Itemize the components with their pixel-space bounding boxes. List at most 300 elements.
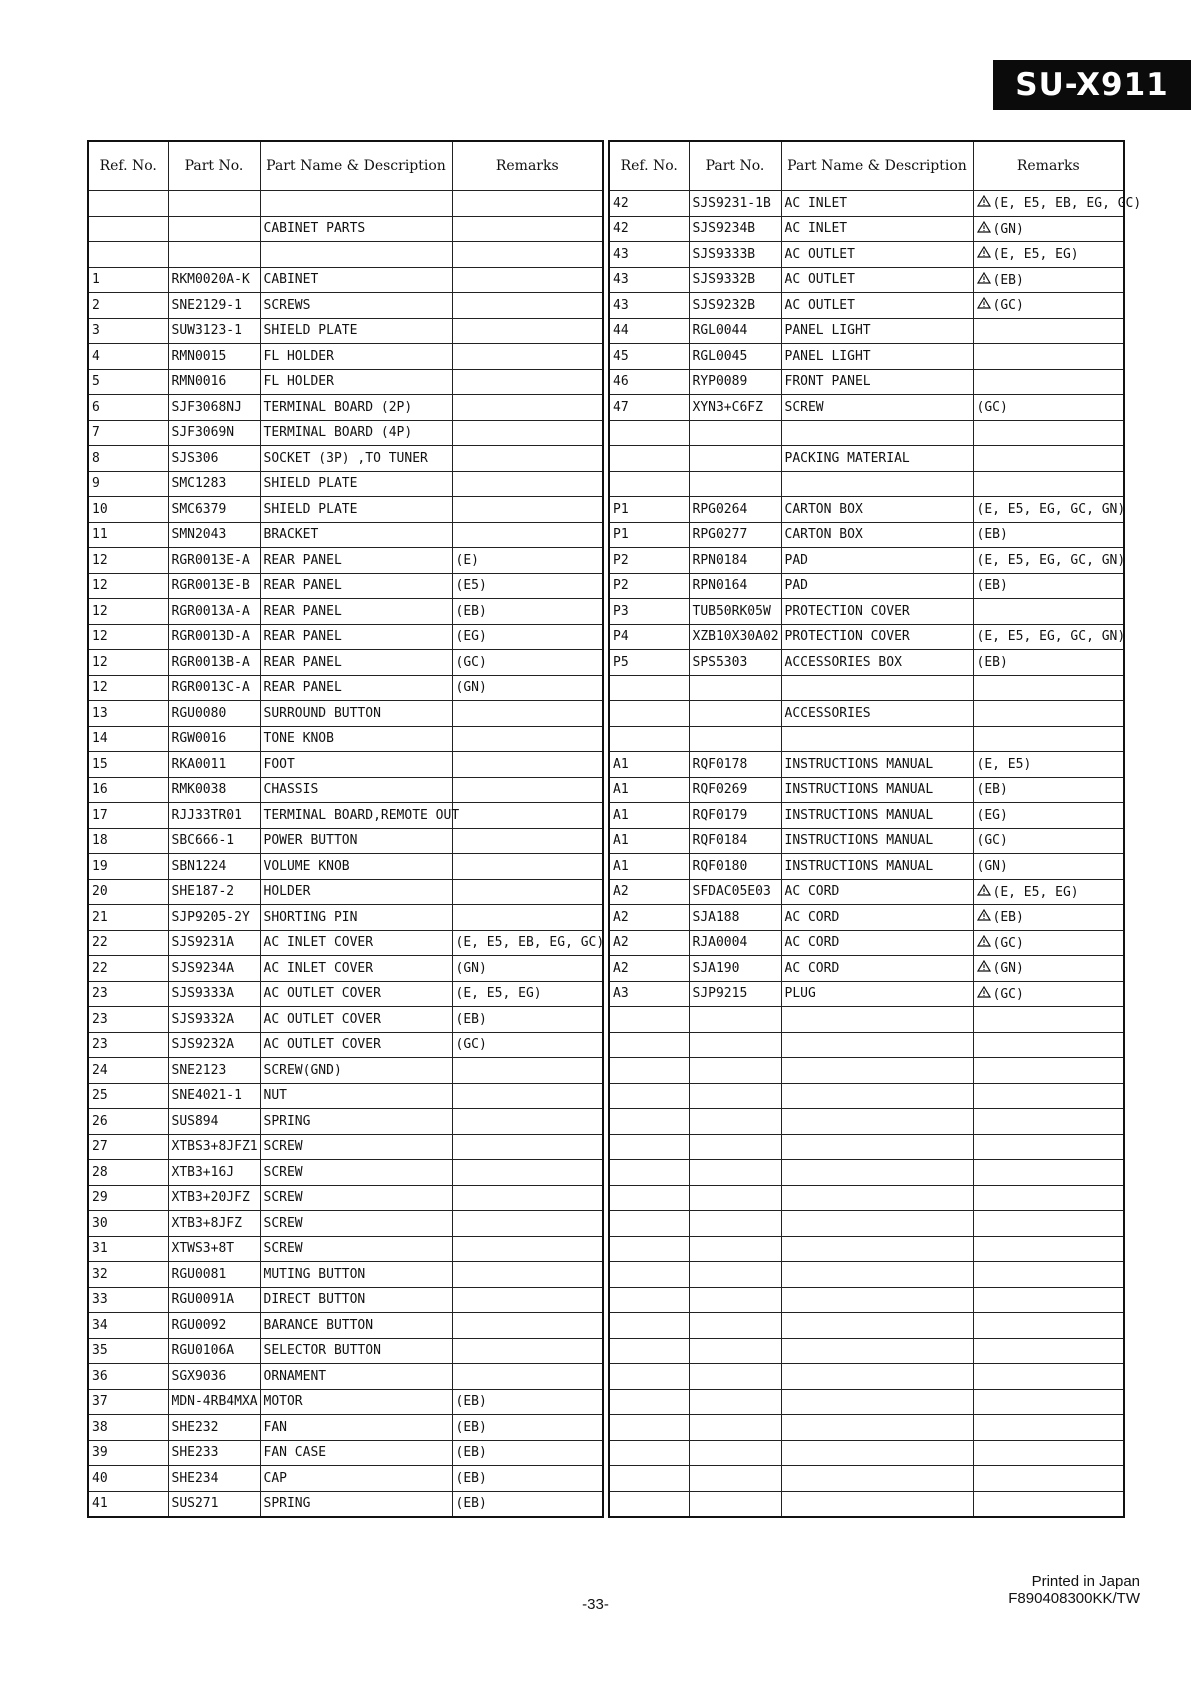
- table-row: [88, 930, 603, 956]
- table-row: [88, 1313, 603, 1339]
- ref-no-text: 22: [92, 960, 108, 976]
- ref-no-cell: [88, 1466, 168, 1492]
- part-no-cell: [689, 216, 781, 242]
- part-no-text: RQF0184: [692, 833, 748, 849]
- table-row: [88, 446, 603, 472]
- ref-no-cell: [88, 1491, 168, 1517]
- ref-no-cell: [609, 293, 689, 319]
- part-no-cell: [689, 1211, 781, 1237]
- part-no-cell: [689, 1134, 781, 1160]
- ref-no-text: P1: [613, 527, 629, 543]
- part-name-text: CARTON BOX: [784, 501, 863, 517]
- part-no-cell: [689, 1083, 781, 1109]
- table-row: [88, 242, 603, 268]
- part-no-text: RMN0015: [171, 348, 227, 364]
- remarks-cell: [973, 1466, 1124, 1492]
- part-name-cell: [260, 803, 460, 829]
- remarks-text: (GN): [992, 961, 1024, 977]
- ref-no-cell: [88, 624, 168, 650]
- ref-no-text: 29: [92, 1190, 108, 1206]
- part-name-text: TERMINAL BOARD (2P): [263, 399, 413, 415]
- part-name-cell: [781, 191, 973, 217]
- ref-no-text: P1: [613, 501, 629, 517]
- remarks-text: (E5): [455, 578, 487, 594]
- remarks-cell: [973, 1134, 1124, 1160]
- remarks-cell: [973, 599, 1124, 625]
- remarks-cell: [973, 522, 1124, 548]
- part-no-cell: [689, 726, 781, 752]
- ref-no-cell: [88, 1134, 168, 1160]
- part-name-text: AC INLET: [784, 195, 848, 211]
- part-name-text: CARTON BOX: [784, 527, 863, 543]
- part-no-cell: [168, 242, 260, 268]
- ref-no-text: 12: [92, 629, 108, 645]
- remarks-cell: [973, 1236, 1124, 1262]
- part-name-text: AC INLET COVER: [263, 960, 374, 976]
- remarks-cell: [452, 726, 603, 752]
- table-row: [88, 675, 603, 701]
- part-no-text: SHE232: [171, 1419, 219, 1435]
- part-name-text: SCREWS: [263, 297, 311, 313]
- table-row: [609, 1287, 1124, 1313]
- remarks-cell: [973, 548, 1124, 574]
- part-no-cell: [689, 191, 781, 217]
- part-name-text: INSTRUCTIONS MANUAL: [784, 858, 934, 874]
- part-name-cell: [781, 471, 973, 497]
- remarks-cell: [973, 1083, 1124, 1109]
- part-no-text: RJA0004: [692, 935, 748, 951]
- part-no-cell: [168, 1313, 260, 1339]
- part-name-cell: [781, 1338, 973, 1364]
- part-name-cell: [260, 573, 452, 599]
- part-no-cell: [168, 1058, 260, 1084]
- remarks-text: (EB): [455, 1419, 487, 1435]
- part-no-cell: [689, 1032, 781, 1058]
- ref-no-cell: [609, 879, 689, 905]
- part-name-cell: [260, 1338, 452, 1364]
- part-no-text: SNE2129-1: [171, 297, 242, 313]
- parts-table-right: [608, 140, 1142, 1518]
- ref-no-text: 23: [92, 1011, 108, 1027]
- remarks-cell: [452, 1109, 603, 1135]
- part-name-text: REAR PANEL: [263, 680, 342, 696]
- part-name-text: PAD: [784, 552, 808, 568]
- part-no-text: XYN3+C6FZ: [692, 399, 763, 415]
- part-no-text: SJA190: [692, 960, 740, 976]
- document-code: F890408300KK/TW: [1008, 1590, 1140, 1607]
- part-no-cell: [168, 1185, 260, 1211]
- ref-no-text: 22: [92, 935, 108, 951]
- ref-no-cell: [88, 1185, 168, 1211]
- table-row: [609, 854, 1124, 880]
- table-row: [88, 981, 603, 1007]
- ref-no-text: 12: [92, 654, 108, 670]
- part-no-cell: [168, 267, 260, 293]
- part-name-cell: [260, 752, 452, 778]
- remarks-text: (EG): [455, 629, 487, 645]
- part-name-text: PACKING MATERIAL: [784, 450, 910, 466]
- ref-no-text: 47: [613, 399, 629, 415]
- table-row: [609, 1160, 1124, 1186]
- table-row: [88, 1262, 603, 1288]
- part-no-text: SUW3123-1: [171, 323, 242, 339]
- part-no-text: RGR0013E-B: [171, 578, 250, 594]
- table-row: [88, 1364, 603, 1390]
- table-row: [609, 344, 1124, 370]
- part-no-cell: [168, 752, 260, 778]
- part-no-cell: [168, 1389, 260, 1415]
- table-row: [609, 1262, 1124, 1288]
- part-name-cell: [781, 293, 973, 319]
- part-no-cell: [689, 1491, 781, 1517]
- ref-no-cell: [88, 930, 168, 956]
- remarks-cell: [973, 1287, 1124, 1313]
- part-no-cell: [689, 318, 781, 344]
- warning-triangle-icon: [977, 272, 991, 288]
- table-row: [609, 1389, 1124, 1415]
- col-header-part: Part No.: [168, 141, 260, 191]
- table-row: [609, 1415, 1124, 1441]
- col-header-ref: Ref. No.: [609, 141, 689, 191]
- table-row: [609, 1109, 1124, 1135]
- part-name-cell: [260, 1236, 452, 1262]
- part-no-cell: [168, 1007, 260, 1033]
- part-no-cell: [689, 1440, 781, 1466]
- ref-no-cell: [609, 1185, 689, 1211]
- part-no-text: RQF0180: [692, 858, 748, 874]
- ref-no-cell: [609, 216, 689, 242]
- part-no-cell: [689, 395, 781, 421]
- part-no-cell: [168, 930, 260, 956]
- remarks-text: (EB): [455, 1496, 487, 1512]
- part-name-text: FL HOLDER: [263, 348, 334, 364]
- ref-no-cell: [88, 344, 168, 370]
- ref-no-text: 14: [92, 731, 108, 747]
- part-name-cell: [260, 242, 452, 268]
- remarks-cell: [973, 1313, 1124, 1339]
- table-row: [88, 497, 603, 523]
- part-name-text: AC OUTLET COVER: [263, 1037, 381, 1053]
- part-no-text: SJS9232A: [171, 1037, 235, 1053]
- part-no-cell: [168, 395, 260, 421]
- table-row: [88, 777, 603, 803]
- part-no-text: RGR0013A-A: [171, 603, 250, 619]
- part-no-text: SMN2043: [171, 527, 227, 543]
- part-no-text: SPS5303: [692, 654, 748, 670]
- table-row: [609, 522, 1124, 548]
- ref-no-text: A2: [613, 935, 629, 951]
- remarks-text: (GN): [992, 221, 1024, 237]
- ref-no-cell: [88, 701, 168, 727]
- part-no-text: SJF3068NJ: [171, 399, 242, 415]
- ref-no-cell: [609, 1338, 689, 1364]
- part-name-cell: [260, 1313, 452, 1339]
- ref-no-text: 23: [92, 1037, 108, 1053]
- table-header-row: [609, 141, 1124, 191]
- col-header-part: Part No.: [689, 141, 781, 191]
- part-name-cell: [781, 1262, 973, 1288]
- part-no-cell: [168, 522, 260, 548]
- part-name-cell: [260, 1262, 452, 1288]
- remarks-cell: [973, 1415, 1124, 1441]
- part-name-cell: [781, 1032, 973, 1058]
- ref-no-text: 39: [92, 1445, 108, 1461]
- part-name-text: SCREW: [263, 1139, 303, 1155]
- remarks-cell: [452, 1134, 603, 1160]
- part-no-text: RGL0044: [692, 323, 748, 339]
- part-no-cell: [168, 1134, 260, 1160]
- part-name-cell: [781, 930, 973, 956]
- part-name-cell: [781, 318, 973, 344]
- part-name-text: PLUG: [784, 986, 816, 1002]
- ref-no-text: 7: [92, 425, 100, 441]
- part-no-text: RMN0016: [171, 374, 227, 390]
- part-no-text: XTBS3+8JFZ1: [171, 1139, 258, 1155]
- table-row: [88, 599, 603, 625]
- remarks-text: (E, E5, EG, GC, GN): [976, 501, 1126, 517]
- part-no-cell: [168, 497, 260, 523]
- ref-no-cell: [88, 446, 168, 472]
- part-no-cell: [689, 650, 781, 676]
- print-info: [970, 1573, 1140, 1607]
- part-no-text: SJS9332B: [692, 272, 756, 288]
- part-no-text: SFDAC05E03: [692, 884, 771, 900]
- ref-no-text: 30: [92, 1215, 108, 1231]
- ref-no-cell: [609, 1236, 689, 1262]
- ref-no-text: 23: [92, 986, 108, 1002]
- remarks-cell: [452, 191, 603, 217]
- ref-no-cell: [88, 803, 168, 829]
- ref-no-text: 44: [613, 323, 629, 339]
- ref-no-cell: [609, 1415, 689, 1441]
- part-name-text: SPRING: [263, 1496, 311, 1512]
- part-no-text: SJP9215: [692, 986, 748, 1002]
- ref-no-text: 35: [92, 1343, 108, 1359]
- table-row: [609, 1491, 1124, 1517]
- col-header-ref: Ref. No.: [88, 141, 168, 191]
- part-name-cell: [781, 1287, 973, 1313]
- ref-no-cell: [88, 675, 168, 701]
- part-name-text: SELECTOR BUTTON: [263, 1343, 381, 1359]
- part-name-cell: [781, 1491, 973, 1517]
- remarks-text: (EB): [455, 603, 487, 619]
- part-no-cell: [689, 344, 781, 370]
- remarks-cell: [973, 675, 1124, 701]
- ref-no-cell: [609, 701, 689, 727]
- part-no-cell: [689, 701, 781, 727]
- part-name-cell: [260, 1389, 452, 1415]
- remarks-text: (EB): [455, 1394, 487, 1410]
- ref-no-cell: [88, 369, 168, 395]
- part-no-text: RPN0184: [692, 552, 748, 568]
- part-name-text: MUTING BUTTON: [263, 1266, 366, 1282]
- table-row: [88, 1491, 603, 1517]
- ref-no-cell: [609, 1160, 689, 1186]
- part-no-cell: [168, 446, 260, 472]
- part-no-cell: [168, 777, 260, 803]
- part-no-text: SUS894: [171, 1113, 219, 1129]
- ref-no-text: 1: [92, 272, 100, 288]
- warning-triangle-icon: [977, 195, 991, 211]
- ref-no-cell: [88, 1287, 168, 1313]
- ref-no-cell: [88, 752, 168, 778]
- remarks-cell: [973, 981, 1124, 1007]
- ref-no-text: 42: [613, 195, 629, 211]
- part-no-text: RQF0179: [692, 807, 748, 823]
- part-name-text: FAN CASE: [263, 1445, 327, 1461]
- part-name-cell: [260, 1109, 452, 1135]
- ref-no-cell: [609, 1389, 689, 1415]
- part-name-cell: [260, 624, 452, 650]
- part-name-cell: [260, 777, 452, 803]
- part-no-cell: [168, 956, 260, 982]
- part-name-text: REAR PANEL: [263, 603, 342, 619]
- part-name-text: CHASSIS: [263, 782, 319, 798]
- remarks-cell: [452, 497, 603, 523]
- ref-no-cell: [88, 828, 168, 854]
- ref-no-cell: [609, 242, 689, 268]
- part-name-text: ORNAMENT: [263, 1368, 327, 1384]
- table-row: [88, 1083, 603, 1109]
- part-name-cell: [781, 420, 973, 446]
- ref-no-text: 13: [92, 705, 108, 721]
- part-name-cell: [260, 1058, 452, 1084]
- part-name-text: VOLUME KNOB: [263, 858, 350, 874]
- ref-no-cell: [609, 573, 689, 599]
- part-name-cell: [781, 573, 973, 599]
- part-name-text: SOCKET (3P) ,TO TUNER: [263, 450, 428, 466]
- remarks-cell: [973, 1262, 1124, 1288]
- part-name-text: SCREW: [263, 1190, 303, 1206]
- part-no-cell: [168, 1415, 260, 1441]
- part-no-text: SHE233: [171, 1445, 219, 1461]
- table-row: [609, 1134, 1124, 1160]
- part-name-text: TONE KNOB: [263, 731, 334, 747]
- table-row: [88, 344, 603, 370]
- part-no-cell: [168, 675, 260, 701]
- part-no-cell: [168, 216, 260, 242]
- part-name-text: AC CORD: [784, 935, 840, 951]
- part-no-cell: [689, 1313, 781, 1339]
- part-name-cell: [781, 650, 973, 676]
- part-no-cell: [689, 599, 781, 625]
- ref-no-text: 12: [92, 552, 108, 568]
- remarks-cell: [452, 369, 603, 395]
- part-no-text: SHE187-2: [171, 884, 235, 900]
- ref-no-text: 34: [92, 1317, 108, 1333]
- part-name-text: REAR PANEL: [263, 654, 342, 670]
- part-name-text: PANEL LIGHT: [784, 348, 871, 364]
- part-name-text: CABINET: [263, 272, 319, 288]
- ref-no-cell: [609, 1313, 689, 1339]
- part-no-text: SJS9332A: [171, 1011, 235, 1027]
- ref-no-cell: [88, 956, 168, 982]
- part-no-cell: [689, 879, 781, 905]
- part-name-text: SCREW: [263, 1241, 303, 1257]
- ref-no-cell: [609, 1007, 689, 1033]
- table-row: [88, 318, 603, 344]
- ref-no-text: 26: [92, 1113, 108, 1129]
- part-name-cell: [781, 726, 973, 752]
- remarks-cell: [973, 446, 1124, 472]
- ref-no-cell: [609, 471, 689, 497]
- remarks-cell: [452, 828, 603, 854]
- part-no-cell: [689, 1236, 781, 1262]
- ref-no-cell: [88, 522, 168, 548]
- table-row: [609, 548, 1124, 574]
- part-no-cell: [689, 369, 781, 395]
- ref-no-cell: [609, 828, 689, 854]
- remarks-cell: [452, 242, 603, 268]
- table-row: [88, 1466, 603, 1492]
- part-no-text: RQF0178: [692, 756, 748, 772]
- ref-no-text: 15: [92, 756, 108, 772]
- part-name-cell: [260, 650, 452, 676]
- part-name-cell: [781, 267, 973, 293]
- part-no-text: RGR0013C-A: [171, 680, 250, 696]
- part-no-text: RGU0092: [171, 1317, 227, 1333]
- part-no-text: RKA0011: [171, 756, 227, 772]
- part-no-text: RPN0164: [692, 578, 748, 594]
- part-name-cell: [781, 828, 973, 854]
- table-row: [88, 1109, 603, 1135]
- part-no-cell: [689, 573, 781, 599]
- warning-triangle-icon: [977, 935, 991, 951]
- part-name-cell: [781, 1185, 973, 1211]
- remarks-text: (EB): [455, 1445, 487, 1461]
- remarks-cell: [973, 293, 1124, 319]
- part-name-text: FOOT: [263, 756, 295, 772]
- ref-no-cell: [609, 930, 689, 956]
- col-header-name: Part Name & Description: [781, 141, 973, 191]
- part-no-cell: [168, 1160, 260, 1186]
- remarks-cell: [452, 548, 603, 574]
- ref-no-text: 28: [92, 1164, 108, 1180]
- part-name-cell: [781, 1134, 973, 1160]
- remarks-cell: [973, 701, 1124, 727]
- part-no-cell: [689, 675, 781, 701]
- part-name-text: INSTRUCTIONS MANUAL: [784, 756, 934, 772]
- part-name-cell: [781, 701, 973, 727]
- ref-no-cell: [609, 905, 689, 931]
- ref-no-cell: [88, 726, 168, 752]
- remarks-cell: [452, 1236, 603, 1262]
- parts-table-left: [87, 140, 604, 1518]
- ref-no-text: 33: [92, 1292, 108, 1308]
- remarks-cell: [452, 216, 603, 242]
- ref-no-cell: [88, 420, 168, 446]
- part-name-cell: [781, 1466, 973, 1492]
- remarks-cell: [973, 828, 1124, 854]
- warning-triangle-icon: [977, 246, 991, 262]
- part-name-cell: [781, 497, 973, 523]
- part-no-text: RGR0013E-A: [171, 552, 250, 568]
- col-header-remarks: Remarks: [452, 141, 603, 191]
- part-name-cell: [260, 191, 452, 217]
- ref-no-text: 32: [92, 1266, 108, 1282]
- part-name-text: HOLDER: [263, 884, 311, 900]
- part-name-text: SCREW: [263, 1215, 303, 1231]
- part-name-cell: [260, 471, 452, 497]
- ref-no-text: 9: [92, 476, 100, 492]
- ref-no-text: 43: [613, 297, 629, 313]
- part-no-cell: [689, 803, 781, 829]
- part-name-cell: [781, 395, 973, 421]
- table-row: [88, 803, 603, 829]
- remarks-cell: [452, 318, 603, 344]
- part-name-cell: [781, 675, 973, 701]
- ref-no-text: 19: [92, 858, 108, 874]
